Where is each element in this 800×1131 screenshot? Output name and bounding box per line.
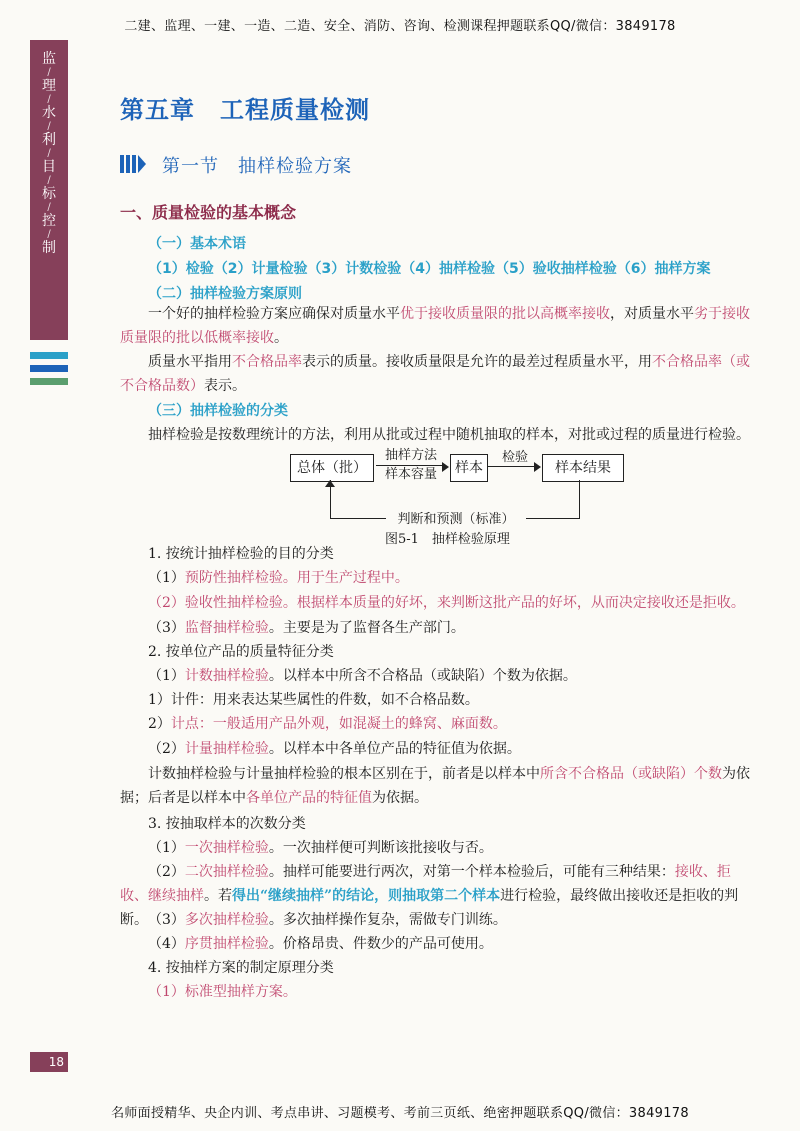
figure-arrow-label: 抽样方法 样本容量 [376,448,446,483]
paragraph-difference: 计数抽样检验与计量抽样检验的根本区别在于，前者是以样本中所含不合格品（或缺陷）个数为依据；后者是以样本中各单位产品的特征值为依据。 [120,766,750,806]
sidebar-tab: 监 / 理 / 水 / 利 / 目 / 标 / 控 / 制 [30,40,68,340]
page-footer: 名师面授精华、央企内训、考点串讲、习题模考、考前三页纸、绝密押题联系QQ/微信：3849178 [111,1106,689,1121]
page-number: 18 [30,1052,68,1072]
chapter-title: 第五章 工程质量检测 [120,96,370,124]
sidebar-stripe [30,352,68,359]
figure-box-sample: 样本 [450,454,488,482]
class-4-title: 4. 按抽样方案的制定原理分类 [148,960,334,976]
class-2-item-1b: 2）计点：一般适用产品外观，如混凝土的蜂窝、麻面数。 [148,716,507,732]
class-3-item-4: （4）序贯抽样检验。价格昂贵、件数少的产品可使用。 [148,936,493,952]
class-4-item-1: （1）标准型抽样方案。 [148,984,297,1000]
class-2-item-2: （2）计量抽样检验。以样本中各单位产品的特征值为依据。 [148,741,521,757]
figure-box-population: 总体（批） [290,454,374,482]
subheading-principle: （二）抽样检验方案原则 [148,286,302,302]
sidebar-char: 制 [42,240,56,256]
sidebar-char: 控 [42,213,56,229]
arrow-right-icon [442,462,449,472]
heading-1: 一、质量检验的基本概念 [120,203,297,222]
subheading-classification: （三）抽样检验的分类 [148,403,288,419]
sidebar-char: 监 [42,51,56,67]
sidebar-stripe [30,365,68,372]
sidebar-char: 目 [42,159,56,175]
figure-caption: 图5-1 抽样检验原理 [385,532,510,547]
class-3-title: 3. 按抽取样本的次数分类 [148,816,306,832]
figure-box-result: 样本结果 [542,454,624,482]
sidebar-char: 标 [42,186,56,202]
class-2-item-1a: 1）计件：用来表达某些属性的件数，如不合格品数。 [148,692,479,708]
arrow-up-icon [325,480,335,487]
class-3-item-3: （3）多次抽样检验。多次抽样操作复杂，需做专门训练。 [148,912,507,928]
class-3-item-2: （2）二次抽样检验。抽样可能要进行两次，对第一个样本检验后，可能有三种结果：接收、拒收、继续抽样。若得出“继续抽样”的结论，则抽取第二个样本进行检验，最终做出接收还是拒收的判断。 [120,864,739,928]
sampling-principle-figure [290,448,611,527]
class-3-item-1: （1）一次抽样检验。一次抽样便可判断该批接收与否。 [148,840,493,856]
figure-label-inspect: 检验 [501,450,528,465]
sidebar-char: 利 [42,132,56,148]
paragraph-quality-level: 质量水平指用不合格品率表示的质量。接收质量限是允许的最差过程质量水平，用不合格品率（或不合格品数）表示。 [120,354,750,394]
class-1-item-3: （3）监督抽样检验。主要是为了监督各生产部门。 [148,620,465,636]
section-title: 第一节 抽样检验方案 [162,156,352,177]
arrow-right-icon [534,462,541,472]
class-1-item-1: （1）预防性抽样检验。用于生产过程中。 [148,570,409,586]
figure-feedback-label: 判断和预测（标准） [386,508,526,527]
subheading-terms: （一）基本术语 [148,236,246,252]
terms-list: （1）检验（2）计量检验（3）计数检验（4）抽样检验（5）验收抽样检验（6）抽样方案 [148,261,711,277]
class-2-title: 2. 按单位产品的质量特征分类 [148,644,334,660]
bars-arrow-icon [120,153,148,173]
paragraph-sampling-def: 抽样检验是按数理统计的方法，利用从批或过程中随机抽取的样本，对批或过程的质量进行检验。 [148,427,750,443]
class-1-title: 1. 按统计抽样检验的目的分类 [148,546,334,562]
page-header: 二建、监理、一建、一造、二造、安全、消防、咨询、检测课程押题联系QQ/微信：3849178 [124,19,676,34]
class-2-item-1: （1）计数抽样检验。以样本中所含不合格品（或缺陷）个数为依据。 [148,668,577,684]
paragraph-principle: 一个好的抽样检验方案应确保对质量水平优于接收质量限的批以高概率接收，对质量水平劣于接收质量限的批以低概率接收。 [120,306,750,346]
class-1-item-2: （2）验收性抽样检验。根据样本质量的好坏，来判断这批产品的好坏，从而决定接收还是拒收。 [148,595,745,611]
figure-arrow-line [488,466,534,467]
sidebar-char: 理 [42,78,56,94]
sidebar-char: 水 [42,105,56,121]
sidebar-stripe [30,378,68,385]
